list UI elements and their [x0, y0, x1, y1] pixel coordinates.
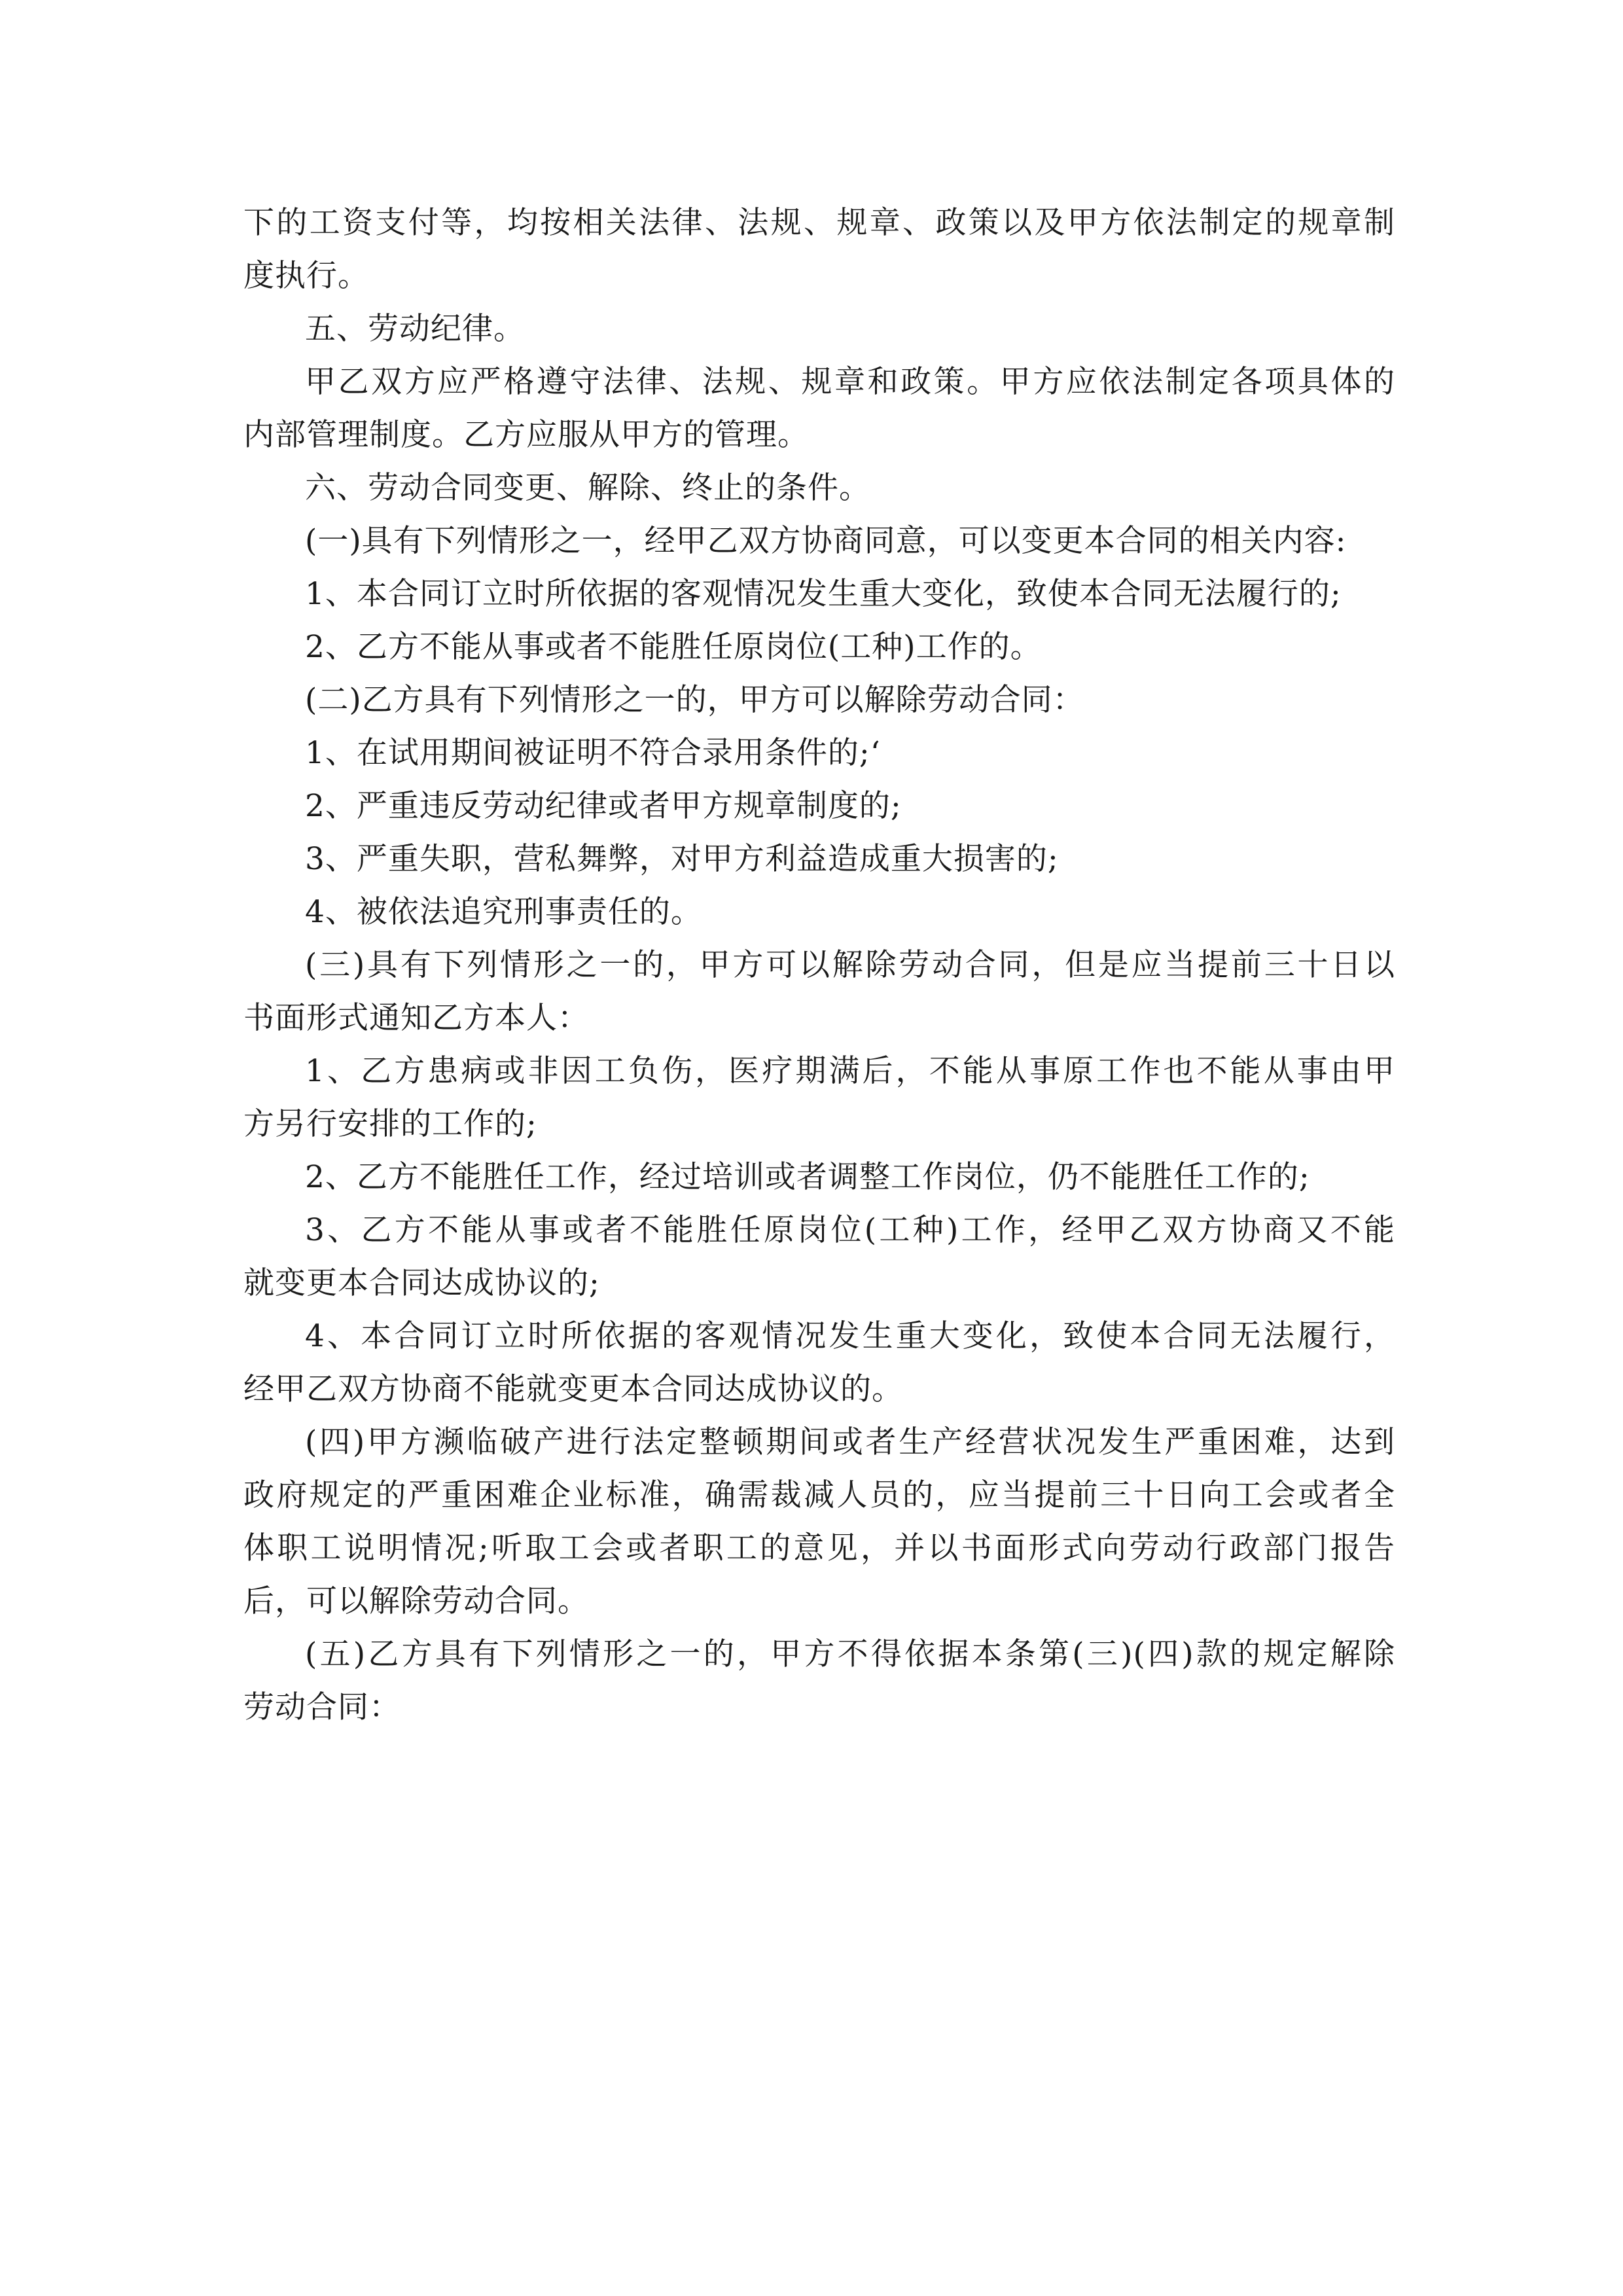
list-item — [243, 780, 1395, 833]
text-line: 1、本合同订立时所依据的客观情况发生重大变化，致使本合同无法履行的; — [305, 576, 1342, 612]
list-item — [243, 833, 1395, 886]
paragraph-discipline-rules — [243, 355, 1395, 461]
text-line: 1、乙方患病或非因工负伤，医疗期满后，不能从事原工作也不能从事由甲 — [305, 1053, 1395, 1089]
text-line: 体职工说明情况;听取工会或者职工的意见，并以书面形式向劳动行政部门报告 — [243, 1530, 1395, 1566]
text-line: 五、劳动纪律。 — [305, 311, 525, 347]
text-line: 劳动合同： — [243, 1689, 401, 1725]
text-line: 下的工资支付等，均按相关法律、法规、规章、政策以及甲方依法制定的规章制 — [243, 205, 1395, 241]
text-line: 政府规定的严重困难企业标准，确需裁减人员的，应当提前三十日向工会或者全 — [243, 1477, 1395, 1513]
text-line: 2、乙方不能从事或者不能胜任原岗位(工种)工作的。 — [305, 629, 1042, 665]
text-line: 3、乙方不能从事或者不能胜任原岗位(工种)工作，经甲乙双方协商又不能 — [305, 1212, 1395, 1248]
clause-5-heading — [243, 1628, 1395, 1734]
list-item — [243, 1204, 1395, 1310]
list-item — [243, 886, 1395, 939]
list-item — [243, 1310, 1395, 1416]
text-line: 就变更本合同达成协议的; — [243, 1265, 600, 1301]
text-line: 度执行。 — [243, 258, 369, 294]
text-line: 2、严重违反劳动纪律或者甲方规章制度的; — [305, 788, 902, 824]
text-line: 2、乙方不能胜任工作，经过培训或者调整工作岗位，仍不能胜任工作的; — [305, 1159, 1310, 1195]
clause-2-heading — [243, 673, 1395, 726]
text-line: (一)具有下列情形之一，经甲乙双方协商同意，可以变更本合同的相关内容: — [305, 523, 1347, 559]
list-item — [243, 1151, 1395, 1204]
text-line: 甲乙双方应严格遵守法律、法规、规章和政策。甲方应依法制定各项具体的 — [305, 364, 1395, 400]
text-line: 4、被依法追究刑事责任的。 — [305, 894, 702, 930]
text-line: 3、严重失职，营私舞弊，对甲方利益造成重大损害的; — [305, 841, 1059, 877]
section-heading-labor-discipline — [243, 302, 1395, 355]
contract-body — [243, 196, 1395, 1734]
text-line: 1、在试用期间被证明不符合录用条件的;‘ — [305, 735, 881, 771]
list-item — [243, 726, 1395, 780]
section-heading-contract-change — [243, 461, 1395, 514]
text-line: 书面形式通知乙方本人： — [243, 1000, 589, 1036]
text-line: 六、劳动合同变更、解除、终止的条件。 — [305, 470, 870, 506]
text-line: 后，可以解除劳动合同。 — [243, 1583, 589, 1619]
clause-1-heading — [243, 514, 1395, 567]
text-line: (四)甲方濒临破产进行法定整顿期间或者生产经营状况发生严重困难，达到 — [305, 1424, 1395, 1460]
text-line: (二)乙方具有下列情形之一的，甲方可以解除劳动合同： — [305, 682, 1084, 718]
list-item — [243, 620, 1395, 673]
list-item — [243, 567, 1395, 620]
list-item — [243, 1045, 1395, 1151]
paragraph-wage-payment — [243, 196, 1395, 302]
text-line: 经甲乙双方协商不能就变更本合同达成协议的。 — [243, 1371, 903, 1407]
text-line: 内部管理制度。乙方应服从甲方的管理。 — [243, 417, 809, 453]
text-line: (三)具有下列情形之一的，甲方可以解除劳动合同，但是应当提前三十日以 — [305, 947, 1395, 983]
text-line: 4、本合同订立时所依据的客观情况发生重大变化，致使本合同无法履行， — [305, 1318, 1395, 1354]
clause-4-paragraph — [243, 1416, 1395, 1628]
text-line: (五)乙方具有下列情形之一的，甲方不得依据本条第(三)(四)款的规定解除 — [305, 1636, 1395, 1672]
text-line: 方另行安排的工作的; — [243, 1106, 537, 1142]
clause-3-heading — [243, 939, 1395, 1045]
